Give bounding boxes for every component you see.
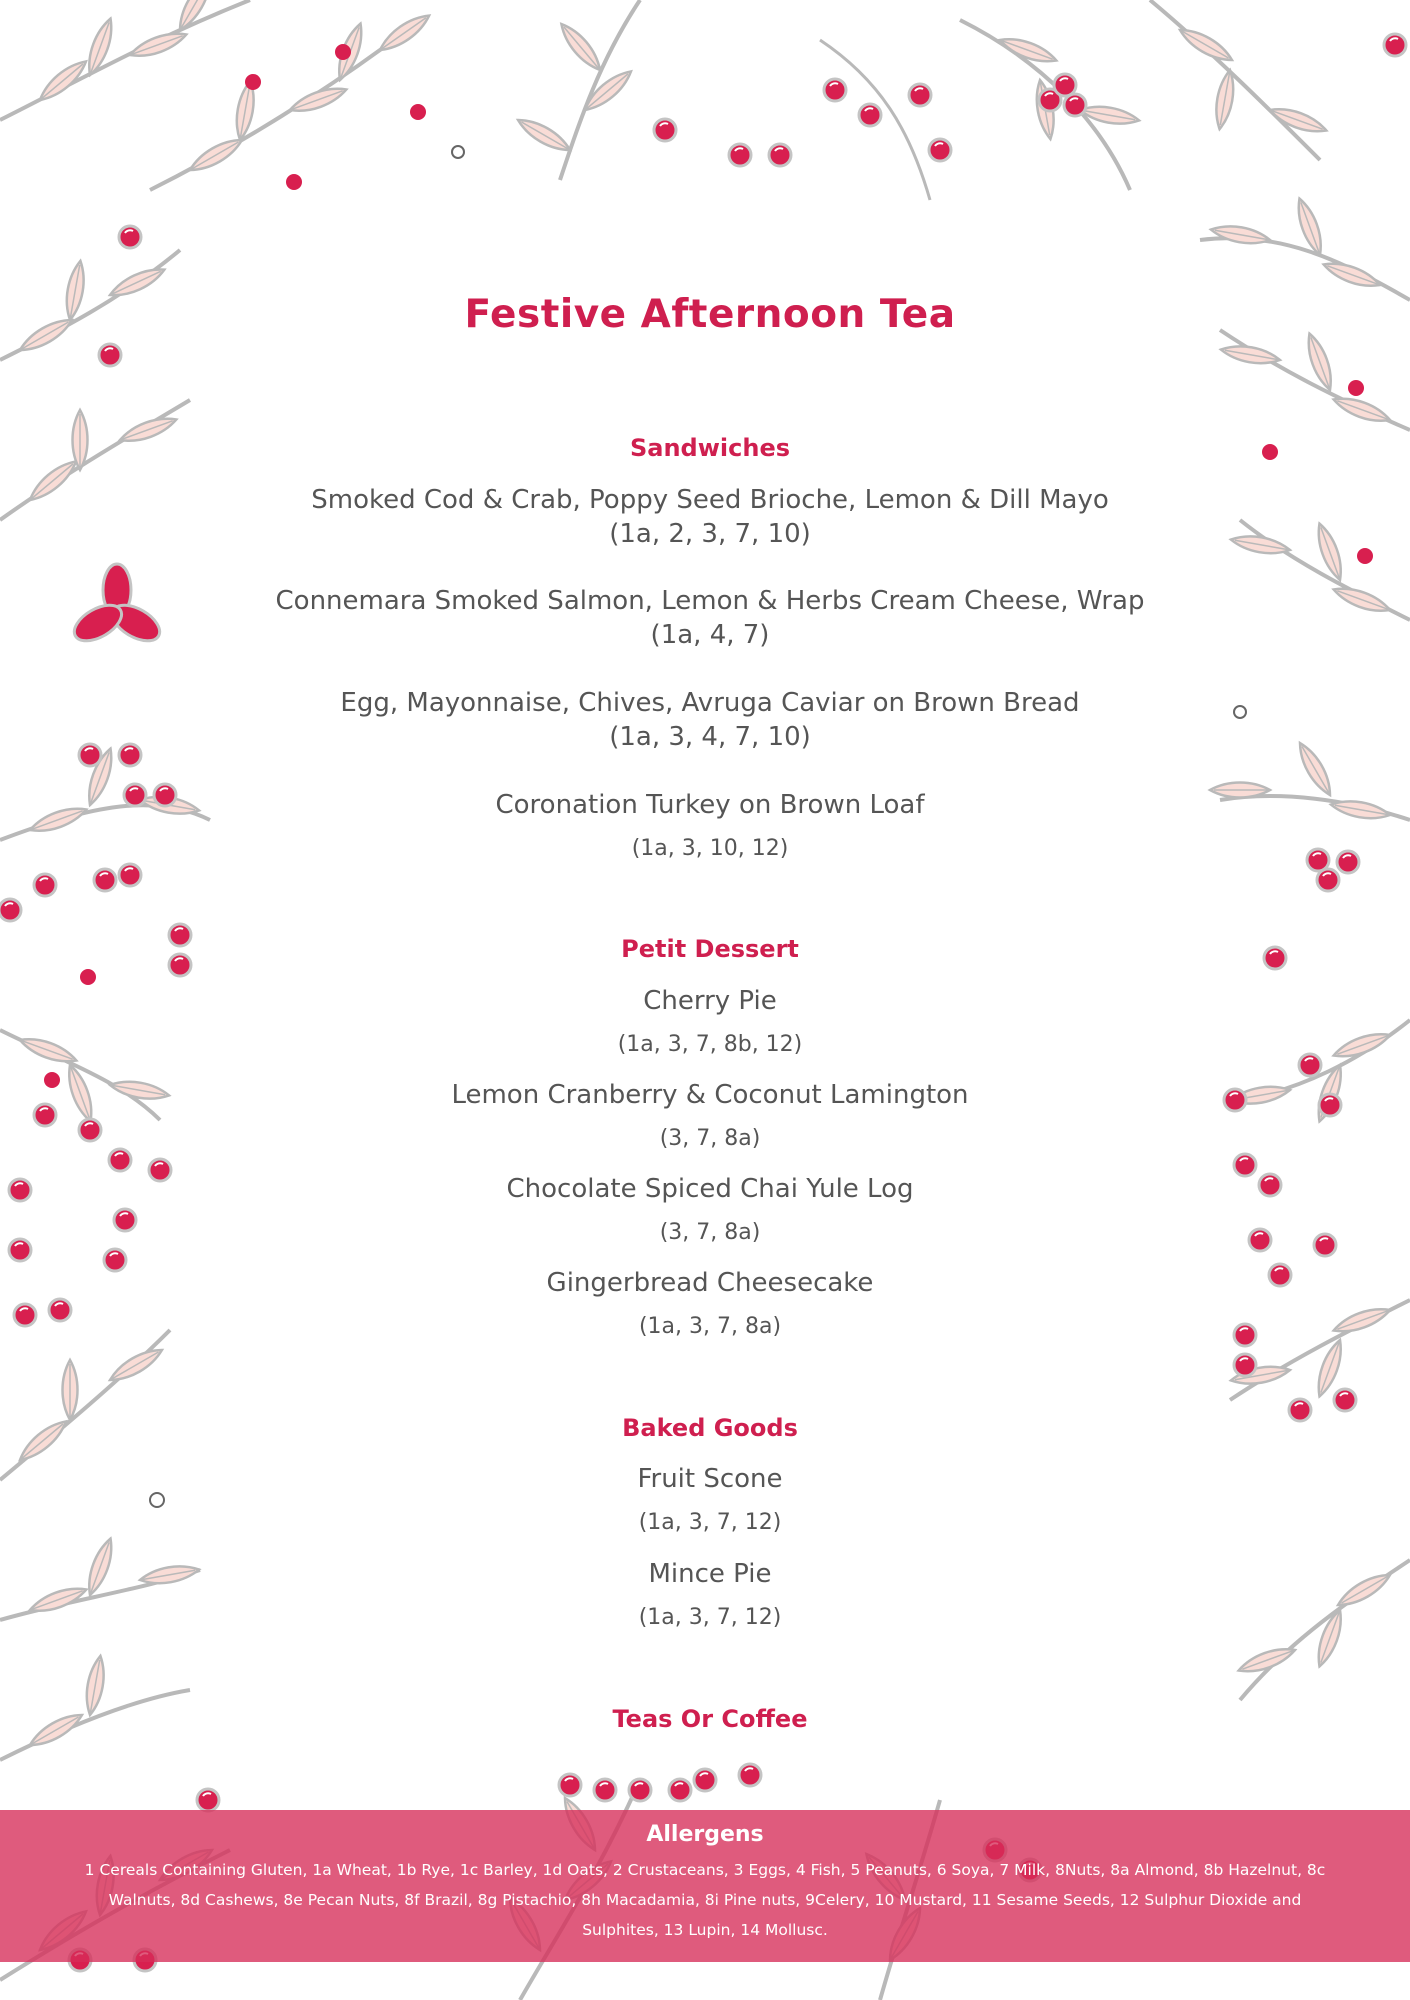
menu-item-name: Egg, Mayonnaise, Chives, Avruga Caviar on Brown Bread [340, 688, 1080, 718]
allergen-line-2: Walnuts, 8d Cashews, 8e Pecan Nuts, 8f Brazil, 8g Pistachio, 8h Macadamia, 8i Pine nuts, 9Celery, 10 Mustard, 11 Sesame Seeds, 12 Sulphur Dioxide and [108, 1891, 1302, 1909]
section-heading: Petit Dessert [621, 935, 799, 963]
menu-item-allergens: (1a, 4, 7) [650, 620, 770, 650]
menu-item-allergens: (1a, 3, 7, 8b, 12) [617, 1032, 803, 1057]
allergen-line-1: 1 Cereals Containing Gluten, 1a Wheat, 1b Rye, 1c Barley, 1d Oats, 2 Crustaceans, 3 Eggs, 4 Fish, 5 Peanuts, 6 Soya, 7 Milk, 8Nuts, 8a Almond, 8b Hazelnut, 8c [84, 1861, 1326, 1879]
menu-item-name: Gingerbread Cheesecake [546, 1268, 874, 1298]
menu-item-allergens: (1a, 3, 7, 8a) [638, 1314, 782, 1339]
menu-item-allergens: (1a, 3, 7, 12) [638, 1510, 782, 1535]
flower-icon [68, 564, 165, 648]
menu-item-allergens: (1a, 2, 3, 7, 10) [609, 519, 811, 549]
right-foliage [1200, 196, 1410, 1700]
menu-item-allergens: (1a, 3, 7, 12) [638, 1605, 782, 1630]
allergen-line-3: Sulphites, 13 Lupin, 14 Mollusc. [582, 1921, 828, 1939]
menu-item-allergens: (3, 7, 8a) [659, 1126, 761, 1151]
top-foliage [0, 0, 1406, 200]
menu-item-name: Smoked Cod & Crab, Poppy Seed Brioche, Lemon & Dill Mayo [311, 485, 1109, 515]
menu-item-name: Mince Pie [648, 1559, 772, 1589]
allergen-key-band [0, 1810, 1410, 1962]
menu-item-allergens: (1a, 3, 4, 7, 10) [609, 722, 811, 752]
menu-item-name: Cherry Pie [643, 986, 777, 1016]
menu-item-name: Connemara Smoked Salmon, Lemon & Herbs Cream Cheese, Wrap [275, 586, 1145, 616]
page-title: Festive Afternoon Tea [464, 292, 956, 337]
section-heading: Sandwiches [629, 434, 791, 462]
allergen-heading: Allergens [646, 1822, 764, 1847]
menu-item-name: Lemon Cranberry & Coconut Lamington [451, 1080, 969, 1110]
menu-item-allergens: (3, 7, 8a) [659, 1220, 761, 1245]
menu-item-allergens: (1a, 3, 10, 12) [631, 836, 789, 861]
menu-item-name: Fruit Scone [637, 1464, 783, 1494]
section-heading: Baked Goods [622, 1414, 798, 1442]
menu-item-name: Chocolate Spiced Chai Yule Log [506, 1174, 914, 1204]
left-foliage [0, 226, 210, 1760]
section-heading: Teas Or Coffee [612, 1705, 808, 1733]
menu-item-name: Coronation Turkey on Brown Loaf [495, 790, 925, 820]
allergen-list [55, 1855, 1355, 1945]
